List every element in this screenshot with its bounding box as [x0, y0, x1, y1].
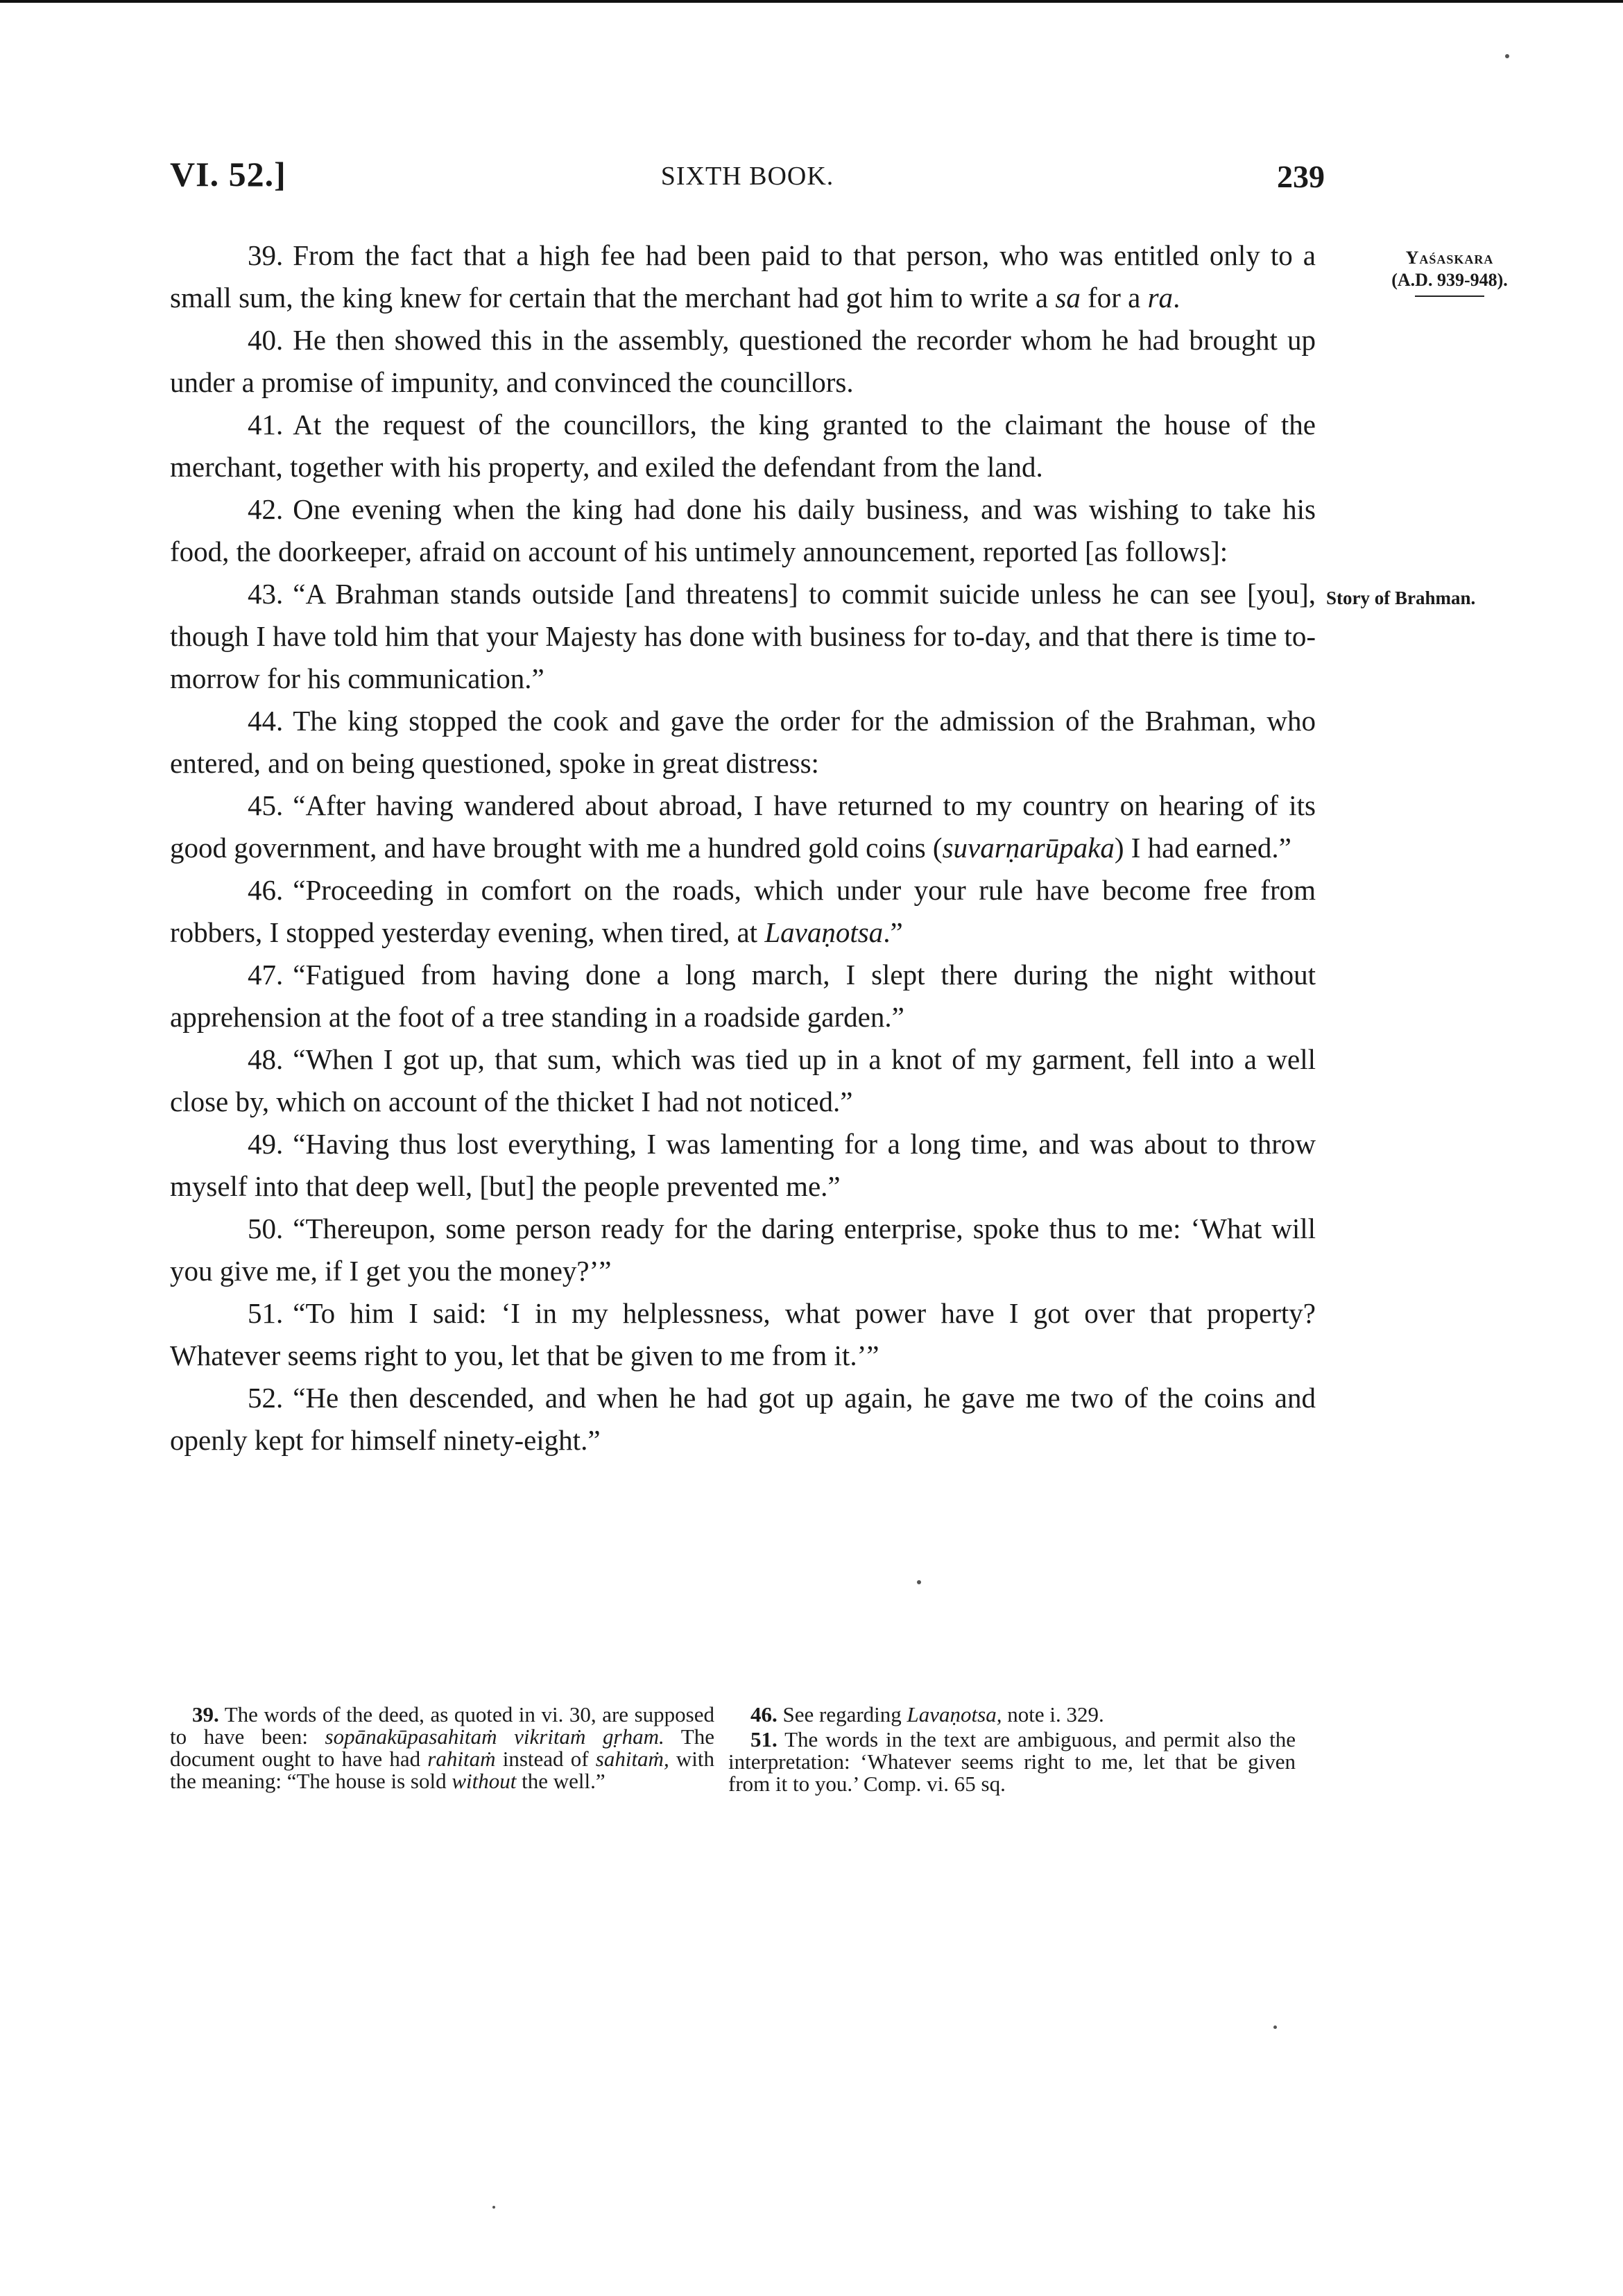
footnote-46: 46. See regarding Lavaṇotsa, note i. 329.	[750, 1702, 1104, 1727]
verse-43: 43. “A Brahman stands outside [and threatens] to commit suicide unless he can see [you], though I have told him that your Majesty has done with business for to-day, and that there is time to-morrow for his communication.”	[170, 578, 1316, 694]
verse-44: 44. The king stopped the cook and gave the order for the admission of the Brahman, who entered, and on being questioned, spoke in great distress:	[170, 705, 1316, 779]
top-border	[0, 0, 1623, 3]
verse-47: 47. “Fatigued from having done a long march, I slept there during the night without apprehension at the foot of a tree standing in a roadside garden.”	[170, 959, 1316, 1033]
footnote-51: 51. The words in the text are ambiguous, and permit also the interpretation: ‘Whatever seems right to me, let that be given from it to you.’ Comp. vi. 65 sq.	[728, 1727, 1296, 1796]
section-reference: VI. 52.]	[170, 155, 286, 194]
verse-49: 49. “Having thus lost everything, I was lamenting for a long time, and was about to throw myself into that deep well, [but] the people prevented me.”	[170, 1128, 1316, 1202]
verse-39: 39. From the fact that a high fee had been paid to that person, who was entitled only to a small sum, the king knew for certain that the merchant had got him to write a sa for a ra.	[170, 239, 1316, 314]
scan-speck	[1273, 2025, 1277, 2029]
verse-40: 40. He then showed this in the assembly, questioned the recorder whom he had brought up under a promise of impunity, and convinced the councillors.	[170, 324, 1316, 398]
verse-48: 48. “When I got up, that sum, which was tied up in a knot of my garment, fell into a well close by, which on account of the thicket I had not noticed.”	[170, 1043, 1316, 1117]
page-number: 239	[1277, 159, 1325, 194]
footnote-39: 39. The words of the deed, as quoted in vi. 30, are supposed to have been: sopānakūpasahitaṁ vikritaṁ gṛham. The document ought to have had rahitaṁ instead of sahitaṁ, with the meaning: “The house is sold without the well.”	[170, 1702, 715, 1793]
scan-speck	[917, 1580, 921, 1584]
verse-46: 46. “Proceeding in comfort on the roads, which under your rule have become free from robbers, I stopped yesterday evening, when tired, at Lavaṇotsa.”	[170, 874, 1316, 948]
book-title: SIXTH BOOK.	[660, 162, 834, 191]
sidenote-underline	[1415, 295, 1484, 297]
running-header	[170, 154, 1325, 209]
footnotes-left-column	[170, 1704, 714, 1795]
scan-speck	[1505, 54, 1509, 58]
sidenote-reign-name: Yaśaskara	[1405, 248, 1494, 268]
sidenote-reign	[1359, 247, 1540, 297]
verse-52: 52. “He then descended, and when he had got up again, he gave me two of the coins and openly kept for himself ninety-eight.”	[170, 1382, 1316, 1456]
verse-45: 45. “After having wandered about abroad, I have returned to my country on hearing of its good government, and have brought with me a hundred gold coins (suvarṇarūpaka) I had earned.”	[170, 789, 1316, 864]
verse-51: 51. “To him I said: ‘I in my helplessness, what power have I got over that property? Whatever seems right to you, let that be given to me from it.’”	[170, 1297, 1316, 1371]
footnotes-right-column	[728, 1704, 1296, 1798]
verse-50: 50. “Thereupon, some person ready for the daring enterprise, spoke thus to me: ‘What will you give me, if I get you the money?’”	[170, 1213, 1316, 1287]
scan-speck	[492, 2206, 495, 2209]
sidenote-story-heading: Story of Brahman.	[1326, 588, 1476, 608]
sidenote-reign-dates: (A.D. 939-948).	[1391, 270, 1508, 290]
verse-41: 41. At the request of the councillors, the king granted to the claimant the house of the merchant, together with his property, and exiled the defendant from the land.	[170, 409, 1316, 483]
verse-42: 42. One evening when the king had done his daily business, and was wishing to take his food, the doorkeeper, afraid on account of his untimely announcement, reported [as follows]:	[170, 493, 1316, 567]
main-text	[170, 234, 1316, 1462]
